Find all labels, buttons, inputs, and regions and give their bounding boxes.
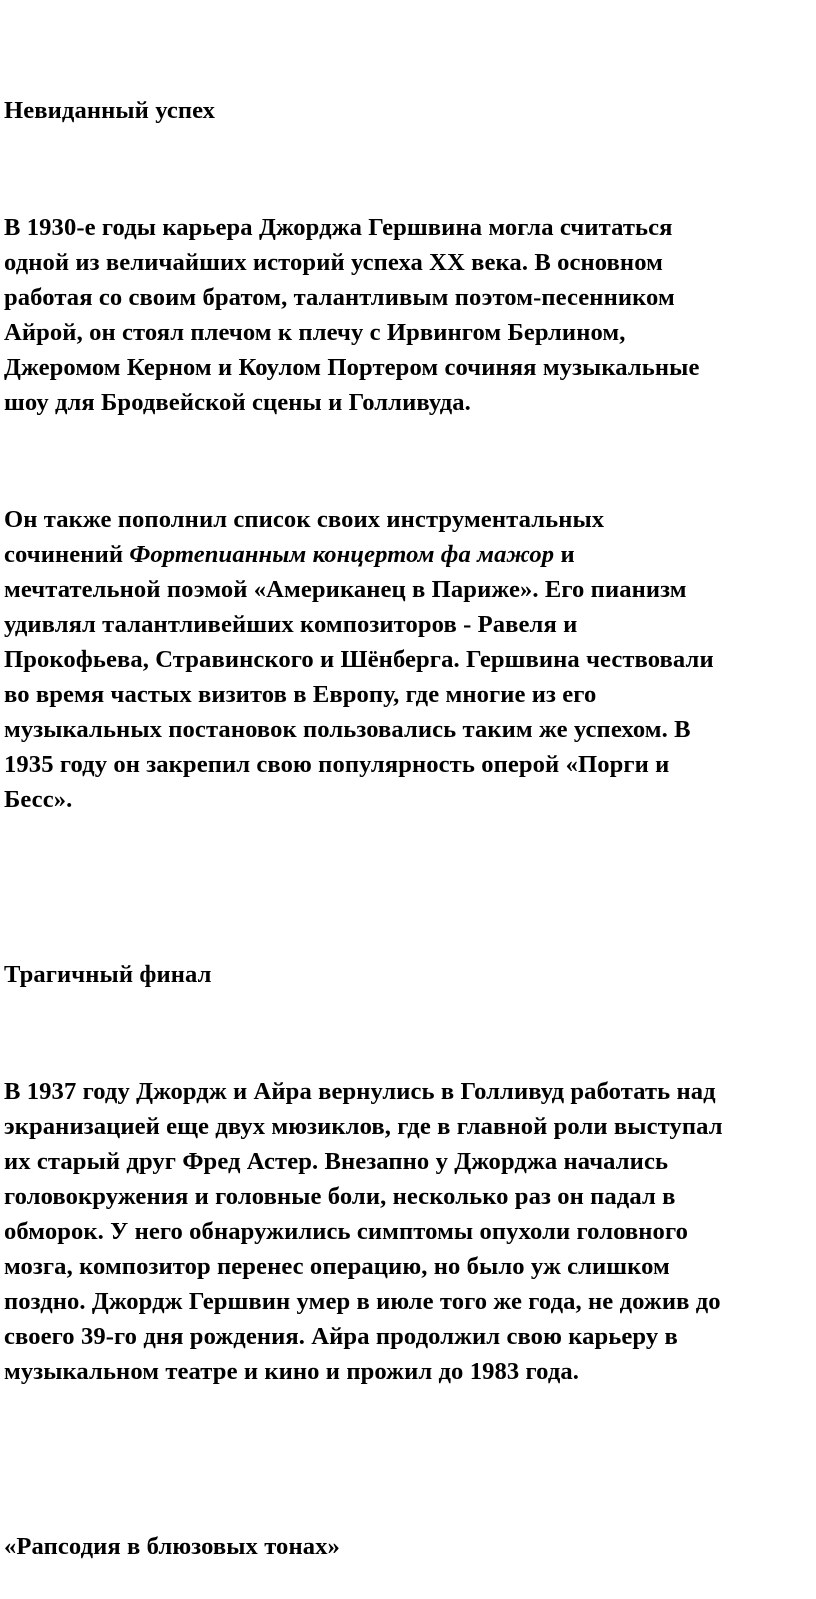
section-heading-rhapsody-in-blue: «Рапсодия в блюзовых тонах» bbox=[4, 1533, 340, 1560]
paragraph-text: и мечтательной поэмой «Американец в Париже». Его пианизм удивлял талантливейших композиторов - Равеля и Прокофьева, Стравинского и Шёнберга. Гершвина чествовали во время частых визитов в Европу, где многие из его музыкальных постановок пользовались таким же успехом. В 1935 году он закрепил свою популярность оперой «Порги и Бесс». bbox=[4, 541, 714, 813]
section-heading-tragic-finale: Трагичный финал bbox=[4, 961, 212, 988]
paragraph-text: Он также пополнил список своих инструментальных сочинений bbox=[4, 506, 605, 568]
italic-work-title: Фортепианным концертом фа мажор bbox=[129, 541, 555, 568]
document-page bbox=[4, 58, 816, 1599]
spacer bbox=[4, 455, 816, 467]
paragraph-career-1930s: В 1930-е годы карьера Джорджа Гершвина могла считаться одной из величайших историй успеха XX века. В основном работая со своим братом, талантливым поэтом-песенником Айрой, он стоял плечом к плечу с Ирвингом Берлином, Джеромом Керном и Коулом Портером сочиняя музыкальные шоу для Бродвейской сцены и Голливуда. bbox=[4, 214, 700, 416]
spacer bbox=[4, 163, 816, 175]
spacer bbox=[4, 1424, 816, 1494]
spacer bbox=[4, 852, 816, 922]
section-heading-unprecedented-success: Невиданный успех bbox=[4, 97, 216, 124]
paragraph-final-years: В 1937 году Джордж и Айра вернулись в Голливуд работать над экранизацией еще двух мюзиклов, где в главной роли выступал их старый друг Фред Астер. Внезапно у Джорджа начались головокружения и головные боли, несколько раз он падал в обморок. У него обнаружились симптомы опухоли головного мозга, композитор перенес операцию, но было уж слишком поздно. Джордж Гершвин умер в июле того же года, не дожив до своего 39-го дня рождения. Айра продолжил свою карьеру в музыкальном театре и кино и прожил до 1983 года. bbox=[4, 1078, 723, 1385]
paragraph-instrumental-works bbox=[4, 502, 816, 817]
spacer bbox=[4, 1027, 816, 1039]
